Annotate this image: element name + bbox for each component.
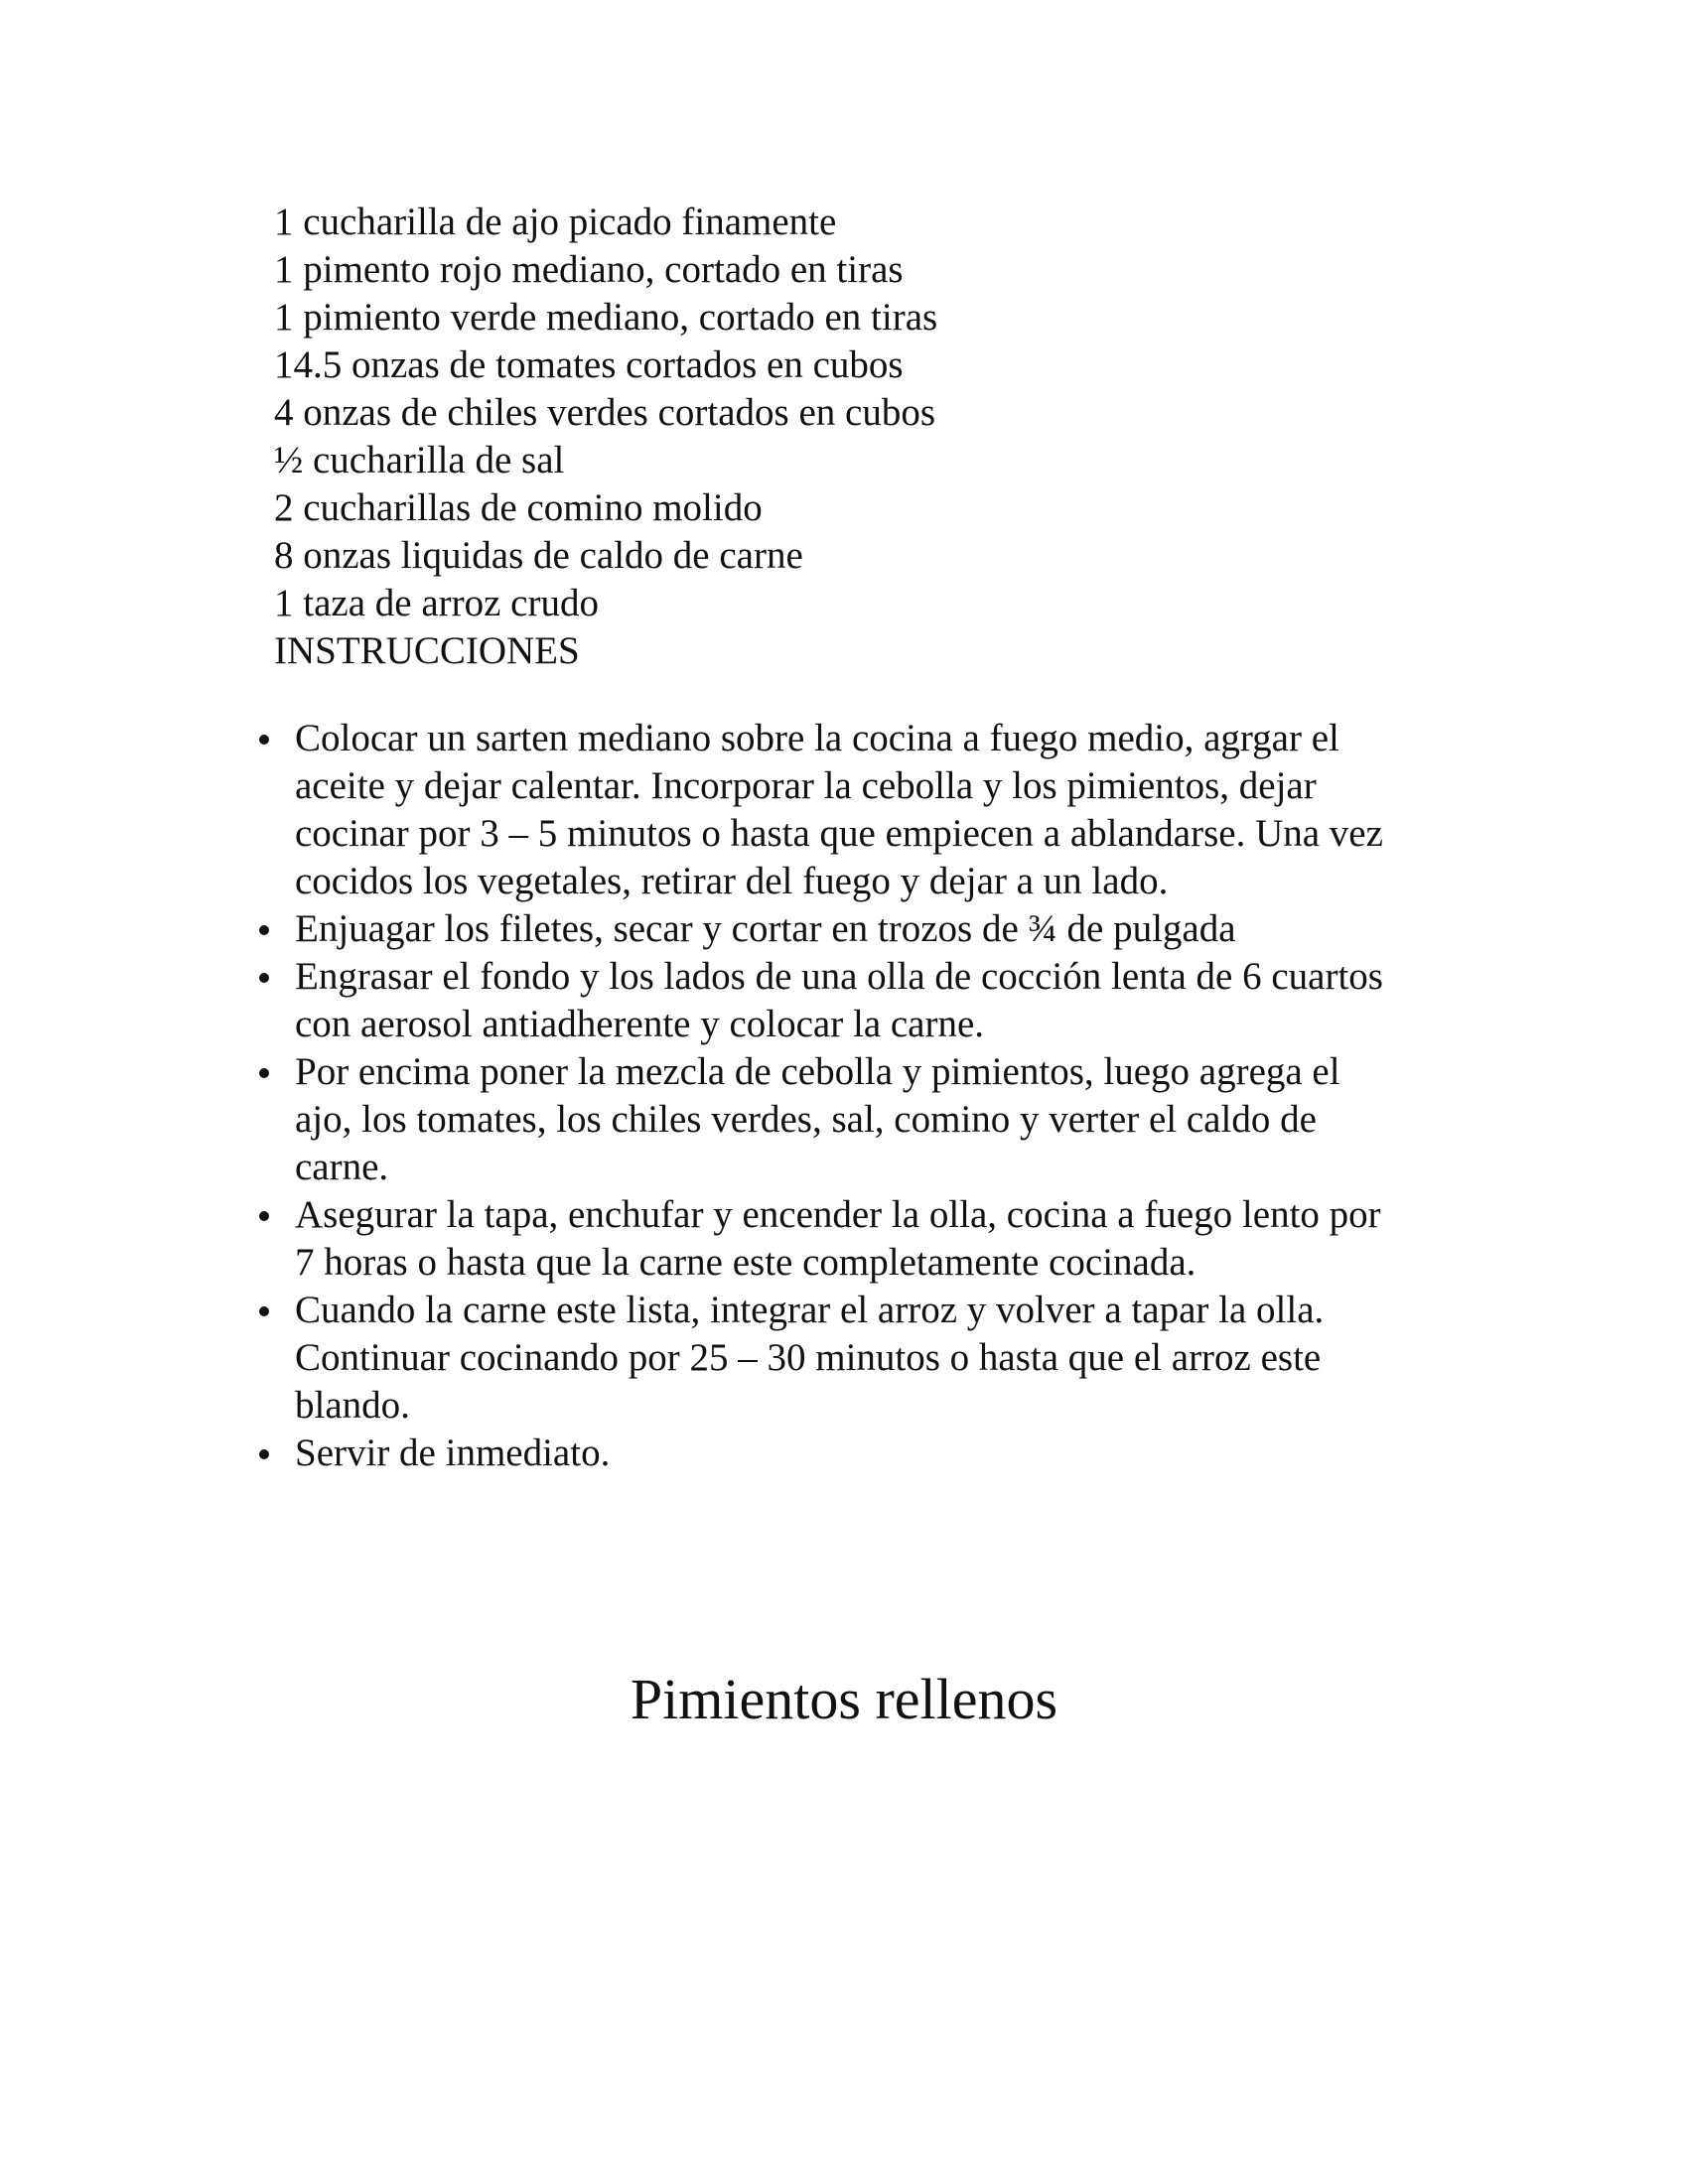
ingredient-item: 1 pimiento verde mediano, cortado en tiras — [274, 296, 938, 339]
instruction-step — [295, 715, 1486, 905]
instruction-line: Servir de inmediato. — [295, 1432, 611, 1474]
instruction-line: Asegurar la tapa, enchufar y encender la olla, cocina a fuego lento por — [295, 1193, 1381, 1236]
instruction-step — [295, 1287, 1486, 1430]
bullet-icon — [259, 1306, 269, 1316]
bullet-icon — [259, 973, 269, 983]
bullet-icon — [259, 1068, 269, 1078]
ingredient-item: 8 onzas liquidas de caldo de carne — [274, 534, 803, 577]
bullet-icon — [259, 735, 269, 745]
bullet-icon — [259, 1449, 269, 1459]
ingredient-item: 1 taza de arroz crudo — [274, 582, 599, 624]
instruction-line: cocinar por 3 – 5 minutos o hasta que empiecen a ablandarse. Una vez — [295, 812, 1383, 855]
ingredient-item: 4 onzas de chiles verdes cortados en cubos — [274, 391, 936, 434]
instruction-line: Colocar un sarten mediano sobre la cocina a fuego medio, agrgar el — [295, 717, 1339, 759]
ingredient-item: 1 cucharilla de ajo picado finamente — [274, 201, 837, 243]
instruction-line: blando. — [295, 1384, 410, 1427]
instruction-list — [295, 715, 1486, 1477]
instruction-line: con aerosol antiadherente y colocar la carne. — [295, 1003, 985, 1045]
instruction-line: Por encima poner la mezcla de cebolla y pimientos, luego agrega el — [295, 1050, 1340, 1093]
instruction-line: Engrasar el fondo y los lados de una olla de cocción lenta de 6 cuartos — [295, 955, 1383, 998]
instruction-step — [295, 1048, 1486, 1191]
instruction-line: Enjuagar los filetes, secar y cortar en trozos de ¾ de pulgada — [295, 907, 1236, 950]
instruction-step — [295, 953, 1486, 1048]
instruction-line: Cuando la carne este lista, integrar el arroz y volver a tapar la olla. — [295, 1289, 1325, 1331]
instruction-step — [295, 905, 1486, 953]
ingredient-item: 14.5 onzas de tomates cortados en cubos — [274, 343, 904, 386]
instruction-line: aceite y dejar calentar. Incorporar la cebolla y los pimientos, dejar — [295, 764, 1317, 807]
bullet-icon — [259, 1211, 269, 1221]
recipe-title: Pimientos rellenos — [630, 1667, 1058, 1731]
instruction-step — [295, 1430, 1486, 1477]
instructions-heading: INSTRUCCIONES — [274, 629, 580, 672]
instruction-line: cocidos los vegetales, retirar del fuego y dejar a un lado. — [295, 860, 1169, 902]
bullet-icon — [259, 925, 269, 935]
ingredient-item: 2 cucharillas de comino molido — [274, 486, 763, 529]
instruction-line: carne. — [295, 1146, 389, 1188]
instruction-line: Continuar cocinando por 25 – 30 minutos o hasta que el arroz este — [295, 1336, 1322, 1379]
instruction-line: 7 horas o hasta que la carne este completamente cocinada. — [295, 1241, 1196, 1284]
ingredient-item: ½ cucharilla de sal — [274, 439, 565, 481]
instruction-step — [295, 1191, 1486, 1287]
ingredient-item: 1 pimento rojo mediano, cortado en tiras — [274, 248, 904, 291]
instruction-line: ajo, los tomates, los chiles verdes, sal, comino y verter el caldo de — [295, 1098, 1317, 1141]
ingredient-list — [274, 199, 937, 627]
